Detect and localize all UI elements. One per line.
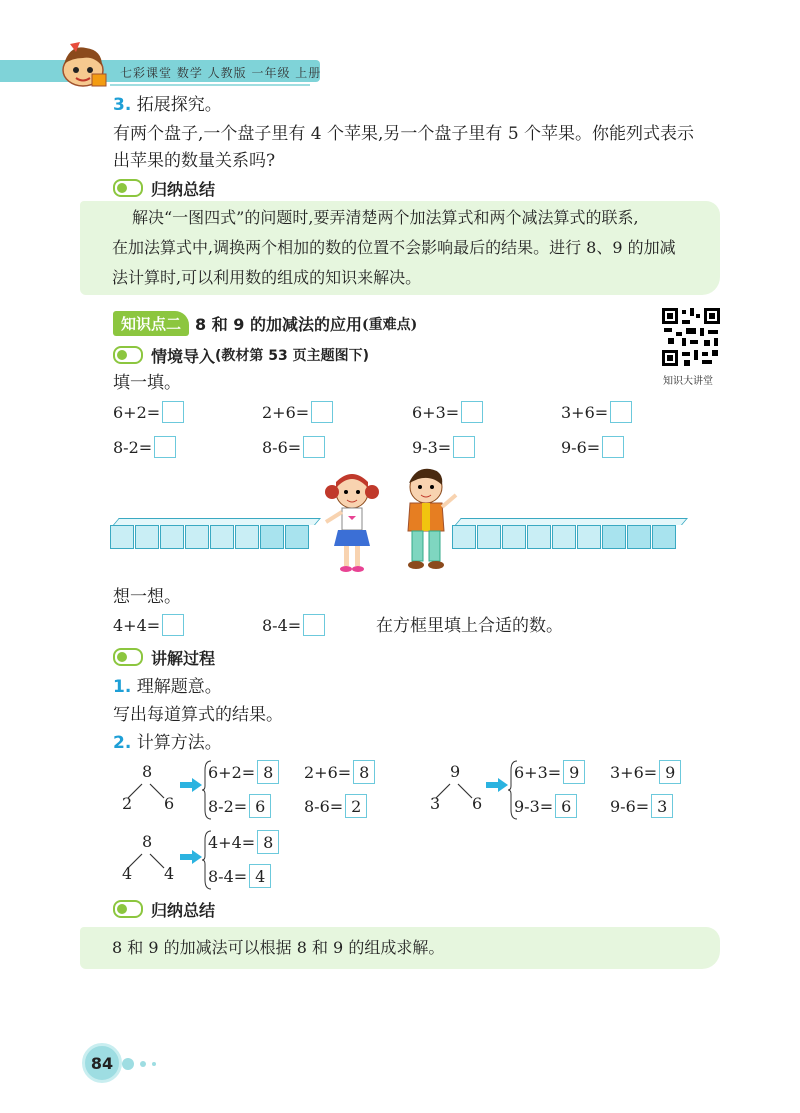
kp-title: 8 和 9 的加减法的应用 xyxy=(195,315,362,334)
qr-caption: 知识大讲堂 xyxy=(663,376,713,387)
explain-tag xyxy=(113,646,215,668)
section3-line2: 出苹果的数量关系吗? xyxy=(113,151,276,171)
composition-tree: 8 2 6 xyxy=(122,762,175,813)
intro-fill: 填一填。 xyxy=(113,373,181,393)
solved-eq: 3+6= 9 xyxy=(610,760,681,784)
summary1-line1: 解决“一图四式”的问题时,要弄清楚两个加法算式和两个减法算式的联系, xyxy=(132,208,639,227)
fill-eq: 6+2= xyxy=(113,401,184,423)
fill-eq: 3+6= xyxy=(561,401,632,423)
solved-eq: 6+3= 9 xyxy=(514,760,585,784)
answer-box[interactable] xyxy=(303,614,325,636)
solved-eq: 8-6= 2 xyxy=(304,794,367,818)
boy-illustration xyxy=(396,465,462,575)
tag-eye-icon xyxy=(113,346,143,364)
page-dots xyxy=(122,1058,156,1070)
qr-code[interactable] xyxy=(660,306,722,368)
summary2-tag xyxy=(113,898,215,920)
answer-box[interactable] xyxy=(453,436,475,458)
kp-note: (重难点) xyxy=(362,316,418,333)
tag-eye-icon xyxy=(113,179,143,197)
cube-row-left xyxy=(110,518,315,549)
section3-line1: 有两个盘子,一个盘子里有 4 个苹果,另一个盘子里有 5 个苹果。你能列式表示 xyxy=(113,124,695,144)
section3-number: 3. xyxy=(113,95,132,115)
answer-box[interactable] xyxy=(154,436,176,458)
mascot-image xyxy=(56,40,110,88)
solved-eq: 9-6= 3 xyxy=(610,794,673,818)
kp-badge: 知识点二 xyxy=(113,311,189,336)
section3-heading xyxy=(113,92,222,118)
tag-eye-icon xyxy=(113,648,143,666)
composition-tree: 9 3 6 xyxy=(430,762,483,813)
girl-illustration xyxy=(322,470,382,575)
answer-box[interactable] xyxy=(602,436,624,458)
arrow-icon xyxy=(486,778,508,792)
summary1-tag xyxy=(113,177,215,199)
section3-title: 拓展探究。 xyxy=(136,95,222,115)
explain-step2: 2. 计算方法。 xyxy=(113,733,222,753)
cube-row-right xyxy=(452,518,682,549)
explain-label: 讲解过程 xyxy=(151,648,216,668)
think-hint: 在方框里填上合适的数。 xyxy=(376,616,563,636)
answer-box[interactable] xyxy=(162,401,184,423)
kp-heading xyxy=(113,311,417,336)
header-line xyxy=(110,84,310,86)
summary1-box xyxy=(80,201,720,295)
answer-box[interactable] xyxy=(610,401,632,423)
solved-eq: 8-4= 4 xyxy=(208,864,271,888)
fill-eq: 2+6= xyxy=(262,401,333,423)
summary2-box xyxy=(80,927,720,969)
arrow-icon xyxy=(180,778,202,792)
tag-eye-icon xyxy=(113,900,143,918)
fill-eq: 8-2= xyxy=(113,436,176,458)
summary1-label: 归纳总结 xyxy=(151,179,216,199)
answer-box[interactable] xyxy=(303,436,325,458)
solved-eq: 8-2= 6 xyxy=(208,794,271,818)
header-text: 七彩课堂 数学 人教版 一年级 上册 xyxy=(120,66,322,80)
fill-eq: 6+3= xyxy=(412,401,483,423)
intro-note: (教材第 53 页主题图下) xyxy=(215,348,370,364)
summary1-line3: 法计算时,可以利用数的组成的知识来解决。 xyxy=(112,268,422,287)
answer-box[interactable] xyxy=(461,401,483,423)
fill-eq: 9-3= xyxy=(412,436,475,458)
explain-step1: 1. 理解题意。 xyxy=(113,677,222,697)
fill-eq: 8-6= xyxy=(262,436,325,458)
intro-label: 情境导入 xyxy=(151,346,216,366)
summary1-line2: 在加法算式中,调换两个相加的数的位置不会影响最后的结果。进行 8、9 的加减 xyxy=(112,238,676,257)
answer-box[interactable] xyxy=(311,401,333,423)
think-eq: 8-4= xyxy=(262,614,325,636)
fill-eq: 9-6= xyxy=(561,436,624,458)
solved-eq: 9-3= 6 xyxy=(514,794,577,818)
intro-tag xyxy=(113,344,369,366)
arrow-icon xyxy=(180,850,202,864)
solved-eq: 4+4= 8 xyxy=(208,830,279,854)
explain-step1b: 写出每道算式的结果。 xyxy=(113,705,283,725)
composition-tree: 8 4 4 xyxy=(122,832,175,883)
summary2-text: 8 和 9 的加减法可以根据 8 和 9 的组成求解。 xyxy=(112,938,445,957)
think-eq: 4+4= xyxy=(113,614,184,636)
page-number: 84 xyxy=(82,1043,122,1083)
answer-box[interactable] xyxy=(162,614,184,636)
solved-eq: 2+6= 8 xyxy=(304,760,375,784)
summary2-label: 归纳总结 xyxy=(151,900,216,920)
solved-eq: 6+2= 8 xyxy=(208,760,279,784)
think-title: 想一想。 xyxy=(113,587,181,607)
